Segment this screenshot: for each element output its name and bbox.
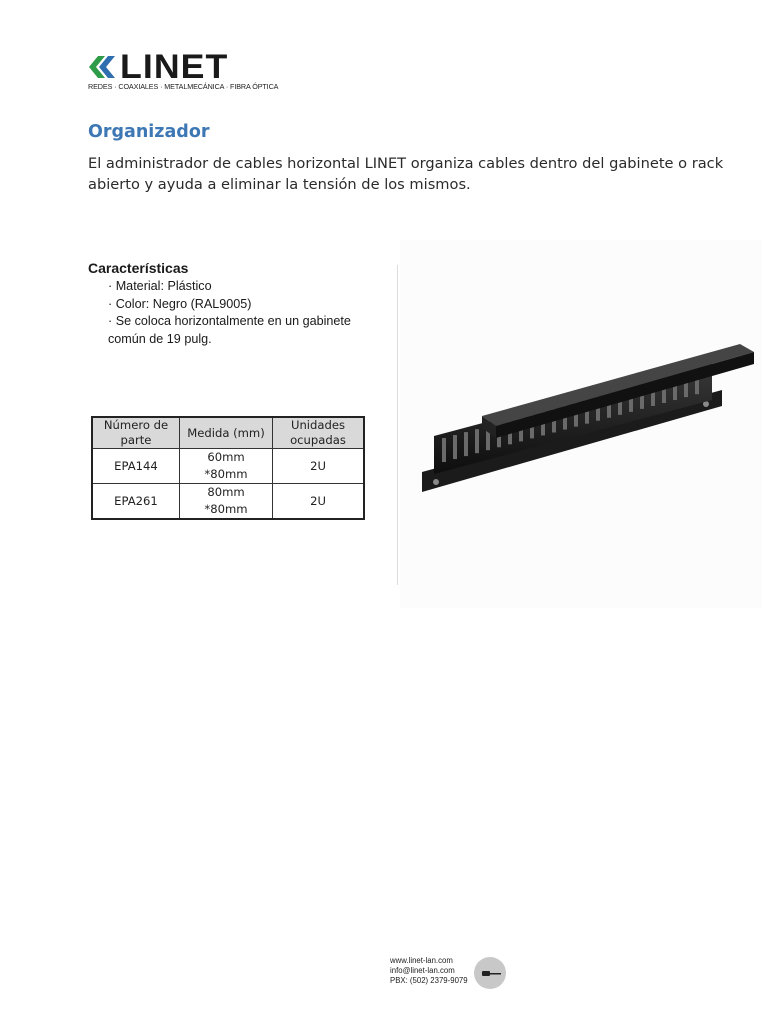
page-title: Organizador — [88, 122, 210, 142]
cable-organizer-image — [400, 240, 762, 608]
feature-item: · Color: Negro (RAL9005) — [108, 296, 252, 311]
footer-phone: PBX: (502) 2379-9079 — [390, 976, 468, 985]
double-chevron-icon — [88, 56, 118, 78]
table-cell: 80mm *80mm — [180, 484, 273, 520]
product-description: El administrador de cables horizontal LINET organiza cables dentro del gabinete o rack abierto y ayuda a eliminar la tensión de los mismos. — [88, 155, 724, 193]
spec-table — [91, 416, 365, 520]
footer-contact — [390, 956, 520, 992]
table-row — [92, 449, 364, 484]
features-list — [88, 278, 388, 348]
feature-item: · Se coloca horizontalmente en un gabinete común de 19 pulg. — [108, 314, 351, 346]
table-cell: EPA261 — [92, 484, 180, 520]
network-cable-icon — [474, 957, 506, 989]
footer-web: www.linet-lan.com — [390, 956, 453, 965]
column-header: Medida (mm) — [180, 417, 273, 449]
features-section — [88, 260, 388, 348]
vertical-divider — [397, 265, 398, 585]
product-photo — [400, 240, 762, 608]
brand-tagline: REDES · COAXIALES · METALMECÁNICA · FIBRA ÓPTICA — [88, 82, 279, 91]
table-cell: EPA144 — [92, 449, 180, 484]
table-cell: 2U — [273, 484, 365, 520]
footer-text — [390, 956, 468, 986]
footer-email: info@linet-lan.com — [390, 966, 455, 975]
features-heading: Características — [88, 260, 189, 276]
column-header: Número de parte — [92, 417, 180, 449]
table-cell: 2U — [273, 449, 365, 484]
table-cell: 60mm *80mm — [180, 449, 273, 484]
brand-name: LINET — [120, 48, 229, 86]
feature-item: · Material: Plástico — [108, 279, 212, 293]
linet-logo — [88, 48, 279, 94]
table-header-row — [92, 417, 364, 449]
table-row — [92, 484, 364, 520]
column-header: Unidades ocupadas — [273, 417, 365, 449]
